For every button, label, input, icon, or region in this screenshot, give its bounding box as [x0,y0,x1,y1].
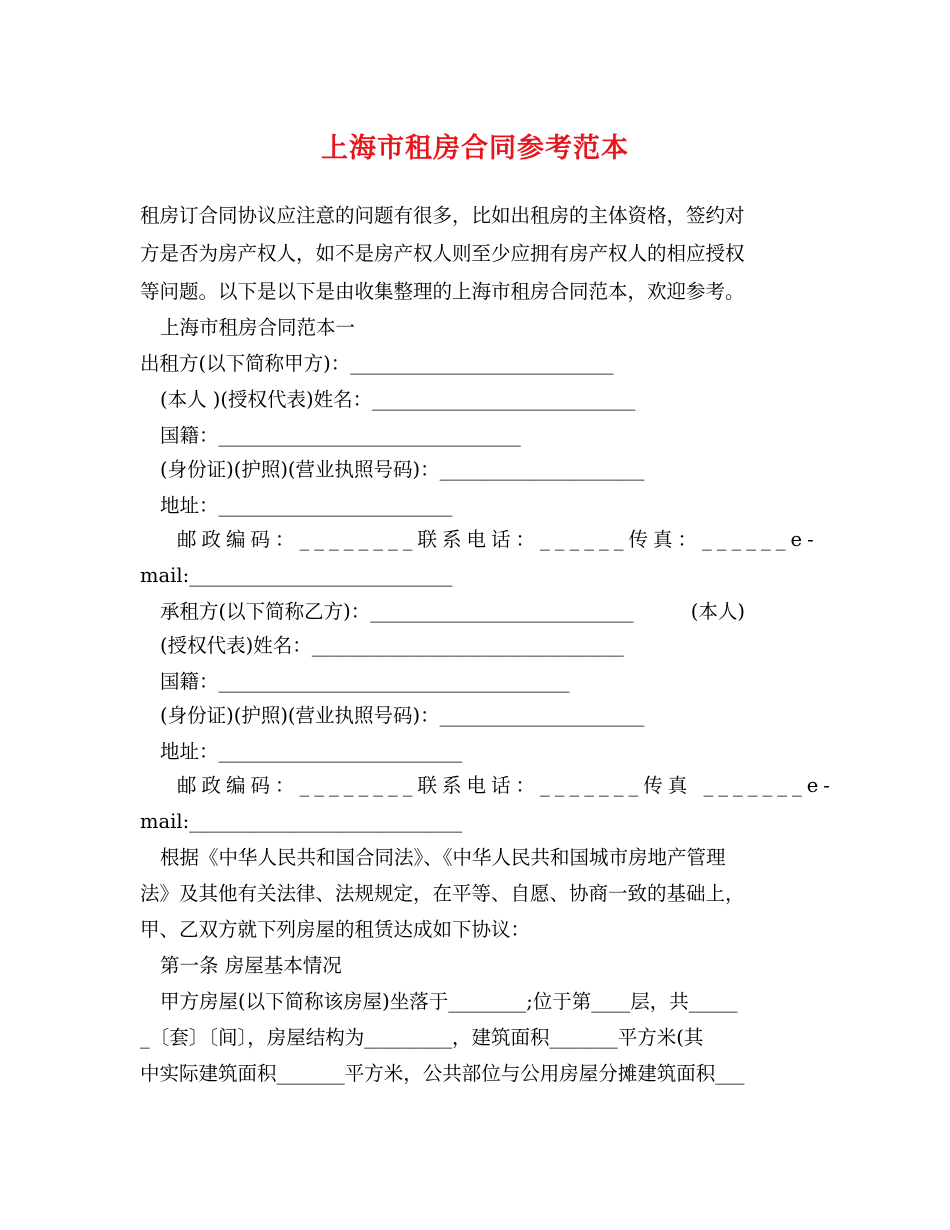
paragraph-line: 等问题。以下是以下是由收集整理的上海市租房合同范本，欢迎参考。 [140,280,745,303]
section-heading: 上海市租房合同范本一 [160,316,356,339]
lessor-contact-line [177,522,819,558]
lessor-address-line: 地址：________________________ [160,494,453,517]
postal-code-field: 邮政编码：________ [177,774,418,797]
paragraph-line: 甲方房屋(以下简称该房屋)坐落于________;位于第____层，共_____ [160,990,738,1013]
paragraph-line: _〔套〕〔间〕，房屋结构为_________，建筑面积_______平方米(其 [140,1026,704,1049]
lessor-id-line: (身份证)(护照)(营业执照号码)：_____________________ [160,458,645,481]
fax-field: 传真：______e- [628,528,819,551]
lessee-contact-line [177,768,835,804]
lessee-name-field: 承租方(以下简称乙方)：___________________________ [160,600,634,623]
lessor-representative-line: (本人 )(授权代表)姓名：___________________________ [160,388,636,411]
lessee-representative-line: (授权代表)姓名：________________________________ [160,634,624,657]
fax-field: 传真 _______e- [643,774,835,797]
lessee-address-line: 地址：_________________________ [160,740,463,763]
lessee-id-line: (身份证)(护照)(营业执照号码)：_____________________ [160,704,645,727]
paragraph-line: 法》及其他有关法律、法规规定，在平等、自愿、协商一致的基础上， [140,882,745,905]
document-title: 上海市租房合同参考范本 [321,133,629,164]
article-heading: 第一条 房屋基本情况 [160,954,342,977]
lessee-email-line: mail:____________________________ [140,810,463,833]
lessor-nationality-line: 国籍：_______________________________ [160,424,521,447]
lessee-name-line [160,594,745,630]
paragraph-line: 中实际建筑面积_______平方米，公共部位与公用房屋分摊建筑面积___ [140,1062,745,1085]
paragraph-line: 方是否为房产权人，如不是房产权人则至少应拥有房产权人的相应授权 [140,242,745,265]
lessee-nationality-line: 国籍：____________________________________ [160,670,570,693]
lessor-email-line: mail:___________________________ [140,564,453,587]
paragraph-line: 租房订合同协议应注意的问题有很多，比如出租房的主体资格，签约对 [140,204,745,227]
lessee-self-label: (本人) [690,600,745,623]
lessor-name-line: 出租方(以下简称甲方)：___________________________ [140,352,614,375]
paragraph-line: 根据《中华人民共和国合同法》、《中华人民共和国城市房地产管理 [160,846,726,869]
postal-code-field: 邮政编码：________ [177,528,418,551]
phone-field: 联系电话：______ [417,528,629,551]
paragraph-line: 甲、乙双方就下列房屋的租赁达成如下协议： [140,918,531,941]
phone-field: 联系电话：_______ [417,774,644,797]
